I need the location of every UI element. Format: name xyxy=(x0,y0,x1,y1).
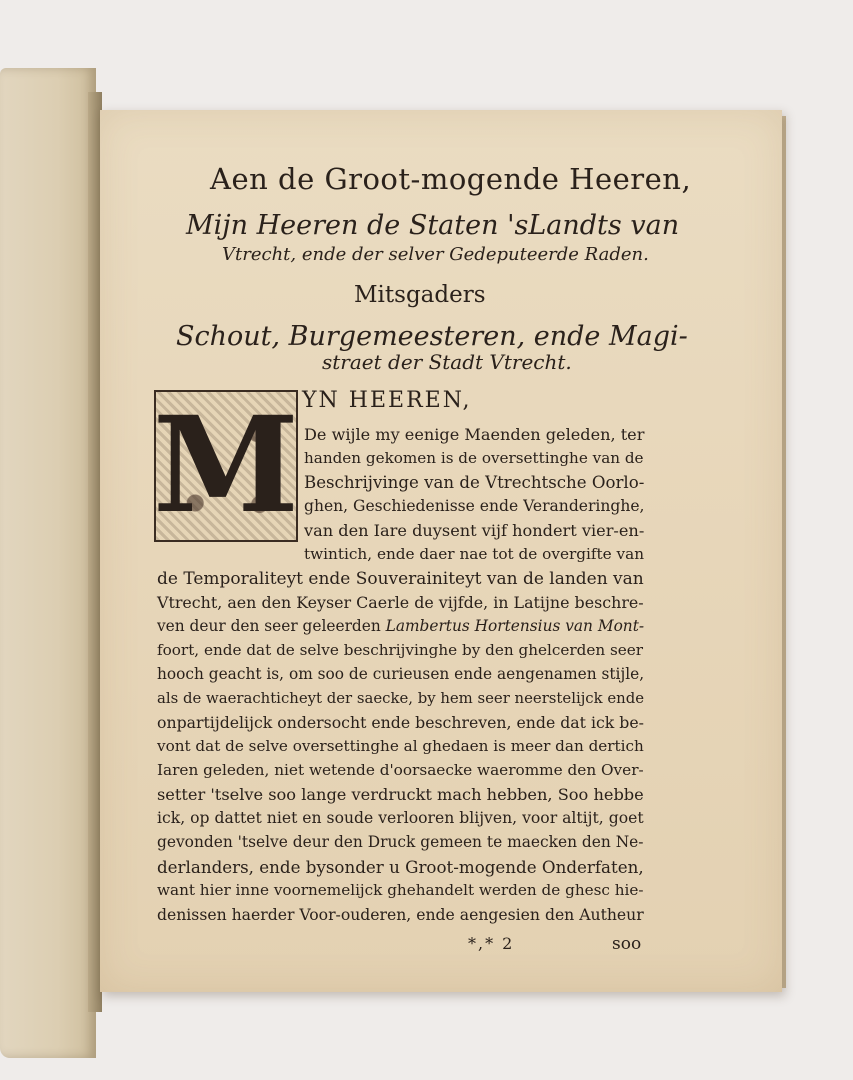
author-name: Lambertus Hortensius van Mont- xyxy=(385,617,645,635)
body-line: denissen haerder Voor-ouderen, ende aengesien den Autheur xyxy=(157,905,644,924)
salutation: YN HEEREN, xyxy=(302,388,472,413)
book-left-cover xyxy=(0,68,96,1058)
body-line: De wijle my eenige Maenden geleden, ter xyxy=(304,425,645,444)
body-line: vont dat de selve oversettinghe al ghedaen is meer dan dertich xyxy=(157,737,644,755)
catchword: soo xyxy=(612,934,642,954)
body-line: onpartijdelijck ondersocht ende beschreven, ende dat ick be- xyxy=(157,713,644,732)
body-line: foort, ende dat de selve beschrijvinghe by den ghelcerden seer xyxy=(157,641,644,659)
body-line: want hier inne voornemelijck ghehandelt werden de ghesc hie- xyxy=(157,881,644,899)
body-line: Vtrecht, aen den Keyser Caerle de vijfde, in Latijne beschre- xyxy=(157,593,644,612)
body-line: handen gekomen is de oversettinghe van de xyxy=(304,449,644,467)
initial-letter: M xyxy=(152,388,300,543)
body-line: Iaren geleden, niet wetende d'oorsaecke waeromme den Over- xyxy=(157,761,644,779)
address-line-2: Vtrecht, ende der selver Gedeputeerde Raden. xyxy=(222,244,649,265)
body-line: ven deur den seer geleerden Lambertus Hortensius van Mont- xyxy=(157,617,645,635)
body-line: de Temporaliteyt ende Souverainiteyt van de landen van xyxy=(157,569,644,589)
schout-line-2: straet der Stadt Vtrecht. xyxy=(322,350,572,374)
address-line-1: Mijn Heeren de Staten 'sLandts van xyxy=(186,210,680,241)
signature-mark: *,* 2 xyxy=(468,934,515,953)
dedication-title: Aen de Groot-mogende Heeren, xyxy=(210,162,692,196)
body-line: ghen, Geschiedenisse ende Veranderinghe, xyxy=(304,497,645,515)
body-line: van den Iare duysent vijf hondert vier-en- xyxy=(304,521,645,540)
schout-line-1: Schout, Burgemeesteren, ende Magi- xyxy=(176,321,688,352)
decorated-initial-icon xyxy=(154,390,298,542)
body-line: hooch geacht is, om soo de curieusen ende aengenamen stijle, xyxy=(157,665,645,683)
body-line: derlanders, ende bysonder u Groot-mogende Onderfaten, xyxy=(157,857,644,877)
body-line: twintich, ende daer nae tot de overgifte van xyxy=(304,545,645,563)
body-line: Beschrijvinge van de Vtrechtsche Oorlo- xyxy=(304,473,645,492)
body-line: ick, op dattet niet en soude verlooren blijven, voor altijt, goet xyxy=(157,809,644,827)
body-line: setter 'tselve soo lange verdruckt mach hebben, Soo hebbe xyxy=(157,785,644,804)
body-line: als de waerachticheyt der saecke, by hem seer neerstelijck ende xyxy=(157,689,645,707)
mitsgaders-heading: Mitsgaders xyxy=(354,282,486,308)
body-line: gevonden 'tselve deur den Druck gemeen te maecken den Ne- xyxy=(157,833,644,851)
